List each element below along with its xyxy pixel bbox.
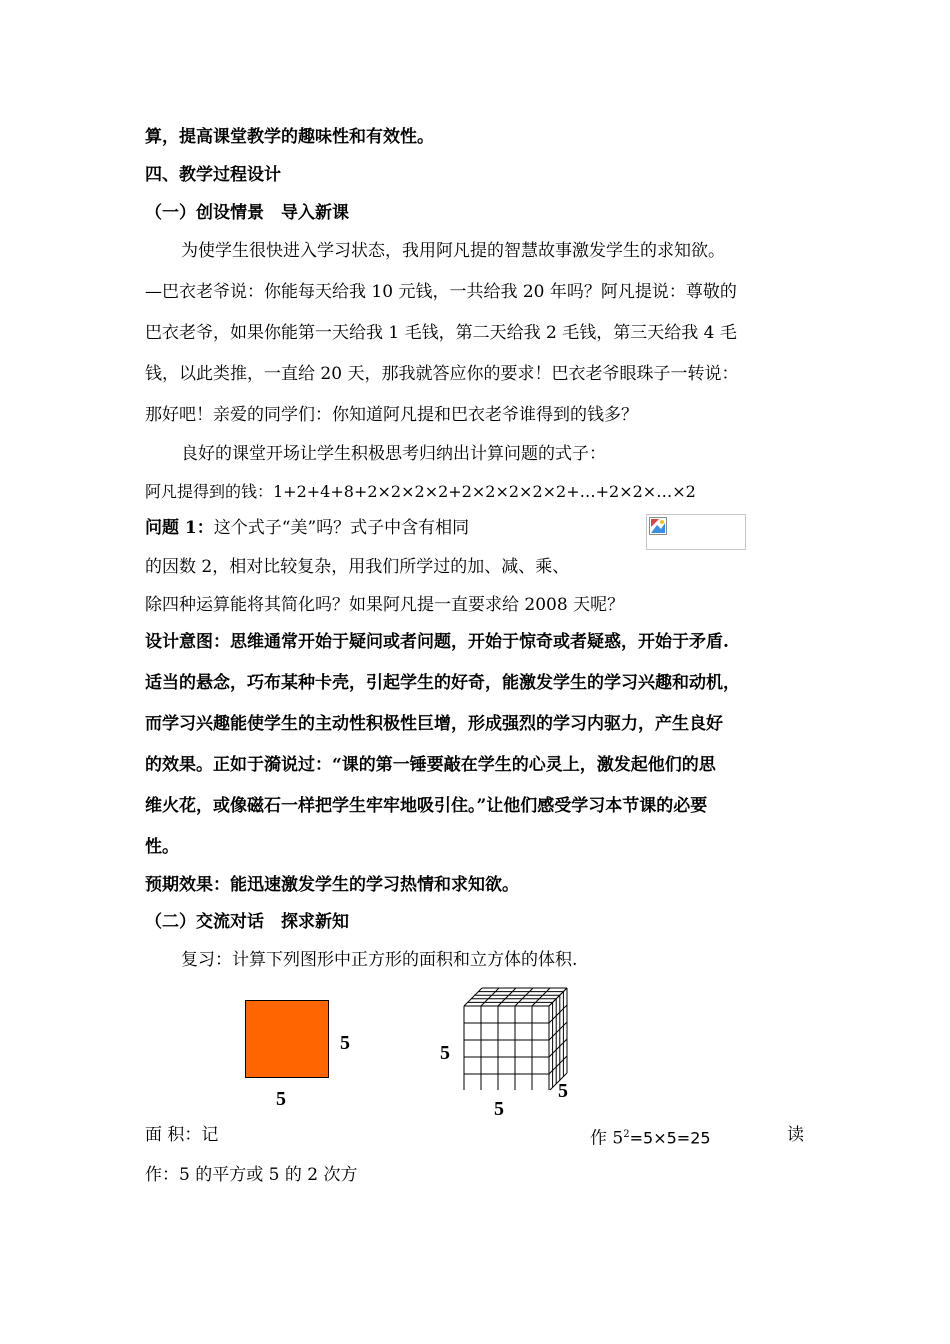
cube-right-label: 5 (558, 1080, 568, 1102)
subsection-heading: （二）交流对话 探求新知 (145, 912, 349, 932)
question-line: 的因数 2，相对比较复杂，用我们所学过的加、减、乘、 (145, 557, 570, 577)
paragraph-line: 钱，以此类推，一直给 20 天，那我就答应你的要求！巴衣老爷眼珠子一转说： (145, 364, 739, 384)
paragraph-line: 巴衣老爷，如果你能第一天给我 1 毛钱，第二天给我 2 毛钱，第三天给我 4 毛 (145, 323, 737, 343)
design-line: 的效果。正如于漪说过：“课的第一锤要敲在学生的心灵上，激发起他们的思 (145, 755, 716, 775)
text-line: 算，提高课堂教学的趣味性和有效性。 (145, 127, 434, 147)
area-formula (590, 1123, 711, 1151)
cube-bottom-label: 5 (494, 1098, 504, 1120)
broken-image-icon (649, 517, 669, 537)
design-line: 适当的悬念，巧布某种卡壳，引起学生的好奇，能激发学生的学习兴趣和动机， (145, 673, 740, 693)
design-line: 性。 (145, 837, 179, 857)
question-line: 除四种运算能将其简化吗？如果阿凡提一直要求给 2008 天呢？ (145, 595, 625, 615)
square-bottom-label: 5 (276, 1088, 286, 1110)
image-placeholder (646, 514, 746, 550)
area-read: 读 (787, 1125, 804, 1145)
area-formula-post: =5×5=25 (629, 1128, 711, 1148)
design-line (145, 630, 729, 654)
paragraph-line: —巴衣老爷说：你能每天给我 10 元钱，一共给我 20 年吗？阿凡提说：尊敬的 (145, 282, 737, 302)
design-text: 思维通常开始于疑问或者问题，开始于惊奇或者疑惑，开始于矛盾. (230, 632, 729, 652)
square-side-label: 5 (340, 1032, 350, 1054)
orange-square (245, 1000, 329, 1078)
paragraph-line: 复习：计算下列图形中正方形的面积和立方体的体积. (181, 950, 578, 970)
area-left: 面 积：记 (145, 1125, 219, 1145)
effect-text: 能迅速激发学生的学习热情和求知欲。 (230, 875, 519, 895)
design-label: 设计意图： (145, 632, 230, 652)
design-line: 维火花，或像磁石一样把学生牢牢地吸引住。”让他们感受学习本节课的必要 (145, 796, 708, 816)
formula-line: 阿凡提得到的钱：1+2+4+8+2×2×2×2+2×2×2×2×2+…+2×2×…×2 (145, 482, 696, 501)
paragraph-line: 为使学生很快进入学习状态，我用阿凡提的智慧故事激发学生的求知欲。 (181, 241, 725, 261)
paragraph-line: 那好吧！亲爱的同学们：你知道阿凡提和巴衣老爷谁得到的钱多？ (145, 405, 638, 425)
effect-line (145, 873, 519, 897)
area-read-line: 作：5 的平方或 5 的 2 次方 (145, 1165, 358, 1185)
effect-label: 预期效果： (145, 875, 230, 895)
design-line: 而学习兴趣能使学生的主动性积极性巨增，形成强烈的学习内驱力，产生良好 (145, 714, 723, 734)
question-line (145, 516, 469, 540)
question-text: 这个式子“美”吗？式子中含有相同 (213, 518, 470, 538)
grid-cube (460, 980, 570, 1090)
question-label: 问题 1： (145, 518, 214, 538)
subsection-heading: （一）创设情景 导入新课 (145, 203, 349, 223)
paragraph-line: 良好的课堂开场让学生积极思考归纳出计算问题的式子： (181, 444, 606, 464)
cube-left-label: 5 (440, 1042, 450, 1064)
area-formula-pre: 作 5 (590, 1128, 624, 1149)
area-formula-sup: 2 (623, 1129, 630, 1140)
section-heading: 四、教学过程设计 (145, 165, 281, 185)
